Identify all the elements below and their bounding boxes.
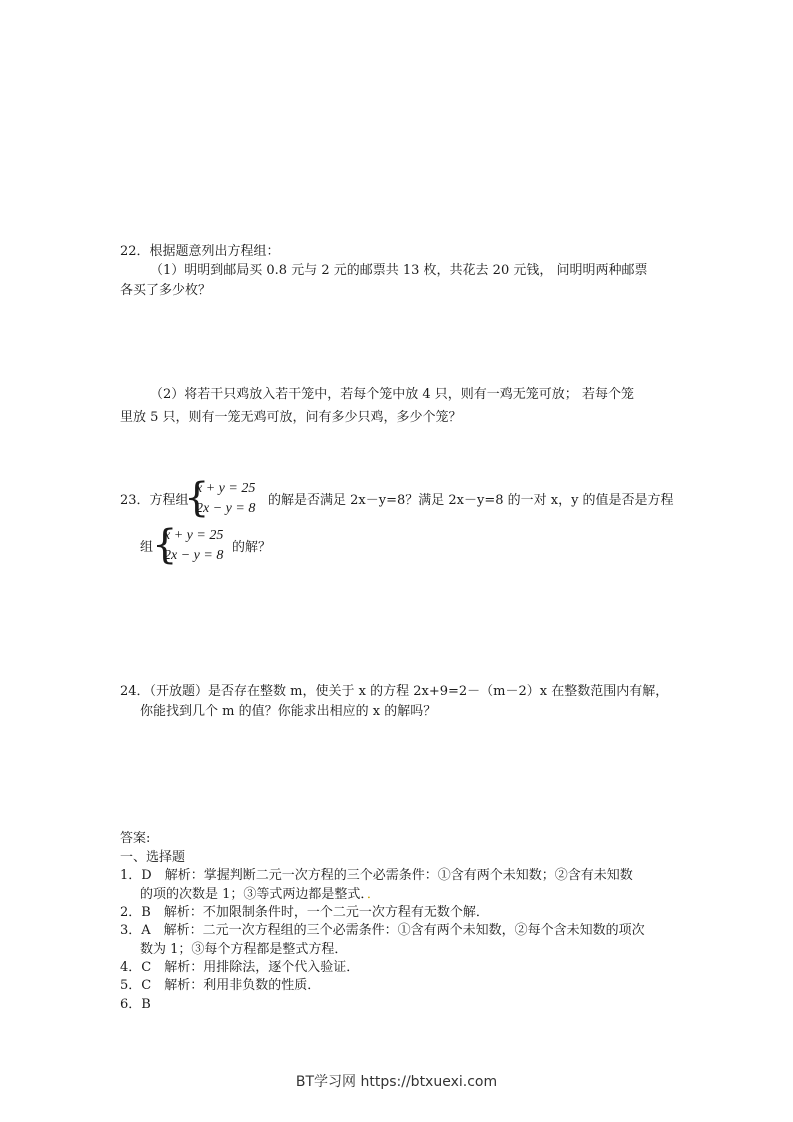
q22-part1-line1: （1）明明到邮局买 0.8 元与 2 元的邮票共 13 枚，共花去 20 元钱， 问明明两种邮票 (150, 263, 648, 278)
left-brace-icon: { (184, 475, 210, 521)
q22-title: 22．根据题意列出方程组： (120, 244, 280, 259)
answer-4: 4．C 解析：用排除法，逐个代入验证． (120, 960, 360, 975)
q23-equation-system-2 (152, 522, 242, 568)
answers-section-title: 一、选择题 (120, 850, 186, 865)
answer-5: 5．C 解析：利用非负数的性质． (120, 978, 321, 993)
answer-1-line2 (140, 886, 380, 904)
q23-equation-1: x + y = 25 (164, 528, 224, 543)
q23-equation-2: 2x − y = 8 (164, 548, 224, 563)
answer-3-line2: 数为 1；③每个方程都是整式方程． (140, 942, 348, 957)
q22-part1-line2: 各买了多少枚？ (120, 283, 212, 298)
answers-heading: 答案: (120, 831, 151, 846)
q24-line1: 24．（开放题）是否存在整数 m，使关于 x 的方程 2x+9=2－（m－2）x 在整数范围内有解， (120, 684, 669, 699)
answer-6: 6．B (120, 997, 151, 1012)
q23-equation-1: x + y = 25 (196, 481, 256, 496)
q22-part2-line2: 里放 5 只，则有一笼无鸡可放，问有多少只鸡，多少个笼？ (120, 410, 462, 425)
q22-part2-line1: （2）将若干只鸡放入若干笼中，若每个笼中放 4 只，则有一鸡无笼可放； 若每个笼 (150, 387, 634, 402)
q23-text-line1: 的解是否满足 2x－y=8？满足 2x－y=8 的一对 x，y 的值是否是方程 (268, 493, 674, 508)
q23-prefix: 23．方程组 (120, 493, 189, 508)
left-brace-icon: { (152, 522, 178, 568)
answer-1-line2-text: 的项的次数是 1；③等式两边都是整式． (140, 887, 367, 902)
answer-2: 2．B 解析：不加限制条件时，一个二元一次方程有无数个解． (120, 905, 489, 920)
q24-line2: 你能找到几个 m 的值？你能求出相应的 x 的解吗？ (140, 704, 437, 719)
q23-equation-system-1 (184, 475, 274, 521)
q23-prefix2: 组 (140, 540, 154, 555)
answer-3-line1: 3．A 解析：二元一次方程组的三个必需条件：①含有两个未知数，②每个含未知数的项次 (120, 923, 645, 938)
q23-text-line2: 的解？ (232, 540, 272, 555)
q23-equation-2: 2x − y = 8 (196, 501, 256, 516)
answer-1-line1: 1．D 解析：掌握判断二元一次方程的三个必需条件：①含有两个未知数；②含有未知数 (120, 868, 633, 883)
highlight-mark-icon: ． (366, 887, 380, 902)
footer-watermark-link[interactable]: BT学习网 https://btxuexi.com (295, 1074, 498, 1090)
